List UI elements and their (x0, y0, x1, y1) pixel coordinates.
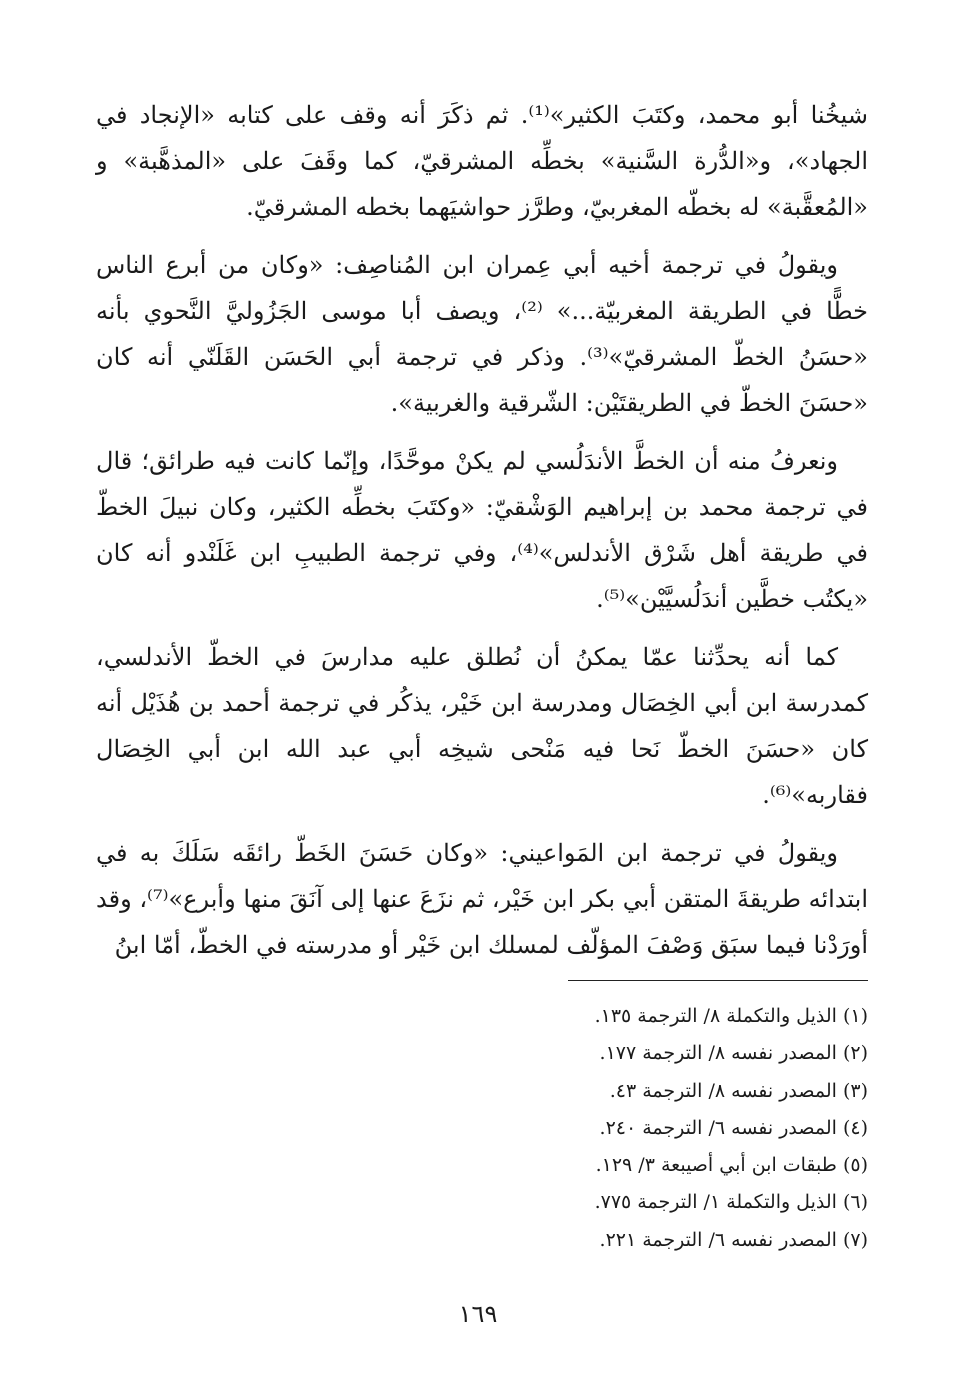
footnote-3: (٣) المصدر نفسه ٨/ الترجمة ٤٣. (609, 1079, 868, 1102)
footnote-2: (٢) المصدر نفسه ٨/ الترجمة ١٧٧. (599, 1042, 868, 1065)
footnote-separator (568, 980, 868, 981)
footnote-4: (٤) المصدر نفسه ٦/ الترجمة ٢٤٠. (599, 1116, 868, 1139)
footnotes (96, 998, 868, 1259)
footnote-1: (١) الذيل والتكملة ٨/ الترجمة ١٣٥. (594, 1005, 868, 1027)
paragraph-4: كما أنه يحدِّثنا عمّا يمكنُ أن نُطلق عليه مدارسَ في الخطّ الأندلسي، كمدرسة ابن أبي الخِصَال ومدرسة ابن خَيْر، يذكُر في ترجمة أحمد بن هُذَيْل أنه كان «حسَنَ الخطّ نَحا فيه مَنْحى شيخِه أبي عبد الله ابن أبي الخِصَال فقاربه»⁽⁶⁾. (96, 643, 868, 809)
paragraph-1: شيخُنا أبو محمد، وكتَبَ الكثير»⁽¹⁾. ثم ذكَرَ أنه وقف على كتابه «الإنجاد في الجهاد»، و«الدُّرة السَّنية» بخطِّه المشرقيّ، كما وقَفَ على «المذهَّبة» و «المُعقَّبة» له بخطّه المغربيّ، وطرَّز حواشيَهما بخطه المشرقيّ. (96, 101, 869, 221)
page-number: ١٦٩ (458, 1300, 498, 1328)
footnote-6: (٦) الذيل والتكملة ١/ الترجمة ٧٧٥. (594, 1191, 868, 1214)
footnote-5: (٥) طبقات ابن أبي أصيبعة ٣/ ١٢٩. (595, 1154, 868, 1177)
paragraph-3: ونعرفُ منه أن الخطَّ الأندَلُسي لم يكنْ موحَّدًا، وإنّما كانت فيه طرائق؛ قال في ترجمة محمد بن إبراهيم الوَشْقيّ: «وكتَبَ بخطِّه الكثير، وكان نبيلَ الخطّ في طريقة أهل شَرْق الأندلس»⁽⁴⁾، وفي ترجمة الطبيبِ ابن غَلَنْدو أنه كان «يكتُب خطَّين أندَلُسيَّيْن»⁽⁵⁾. (96, 447, 868, 613)
footnote-7: (٧) المصدر نفسه ٦/ الترجمة ٢٢١. (599, 1228, 868, 1251)
paragraph-5: ويقولُ في ترجمة ابن المَواعيني: «وكان حَسَنَ الخَطّ رائقَه سَلَكَ به في ابتدائه طريقةَ المتقن أبي بكر ابن خَيْر، ثم نزَعَ عنها إلى آنَقَ منها وأبرع»⁽⁷⁾، وقد أورَدْنا فيما سبَق وَصْفَ المؤلّف لمسلك ابن خَيْر أو مدرسته في الخطّ، أمّا ابنُ (96, 839, 869, 959)
main-text (96, 92, 868, 980)
paragraph-2: ويقولُ في ترجمة أخيه أبي عِمران ابن المُناصِف: «وكان من أبرع الناس خطًّا في الطريقة المغربيّة...» ⁽²⁾، ويصف أبا موسى الجَزُوليَّ النَّحوي بأنه «حسَنُ الخطّ المشرقيّ»⁽³⁾. وذكر في ترجمة أبي الحَسَن القَلَنّي أنه كان «حسَنَ الخطّ في الطريقتَيْن: الشّرقية والغربية». (96, 251, 868, 417)
